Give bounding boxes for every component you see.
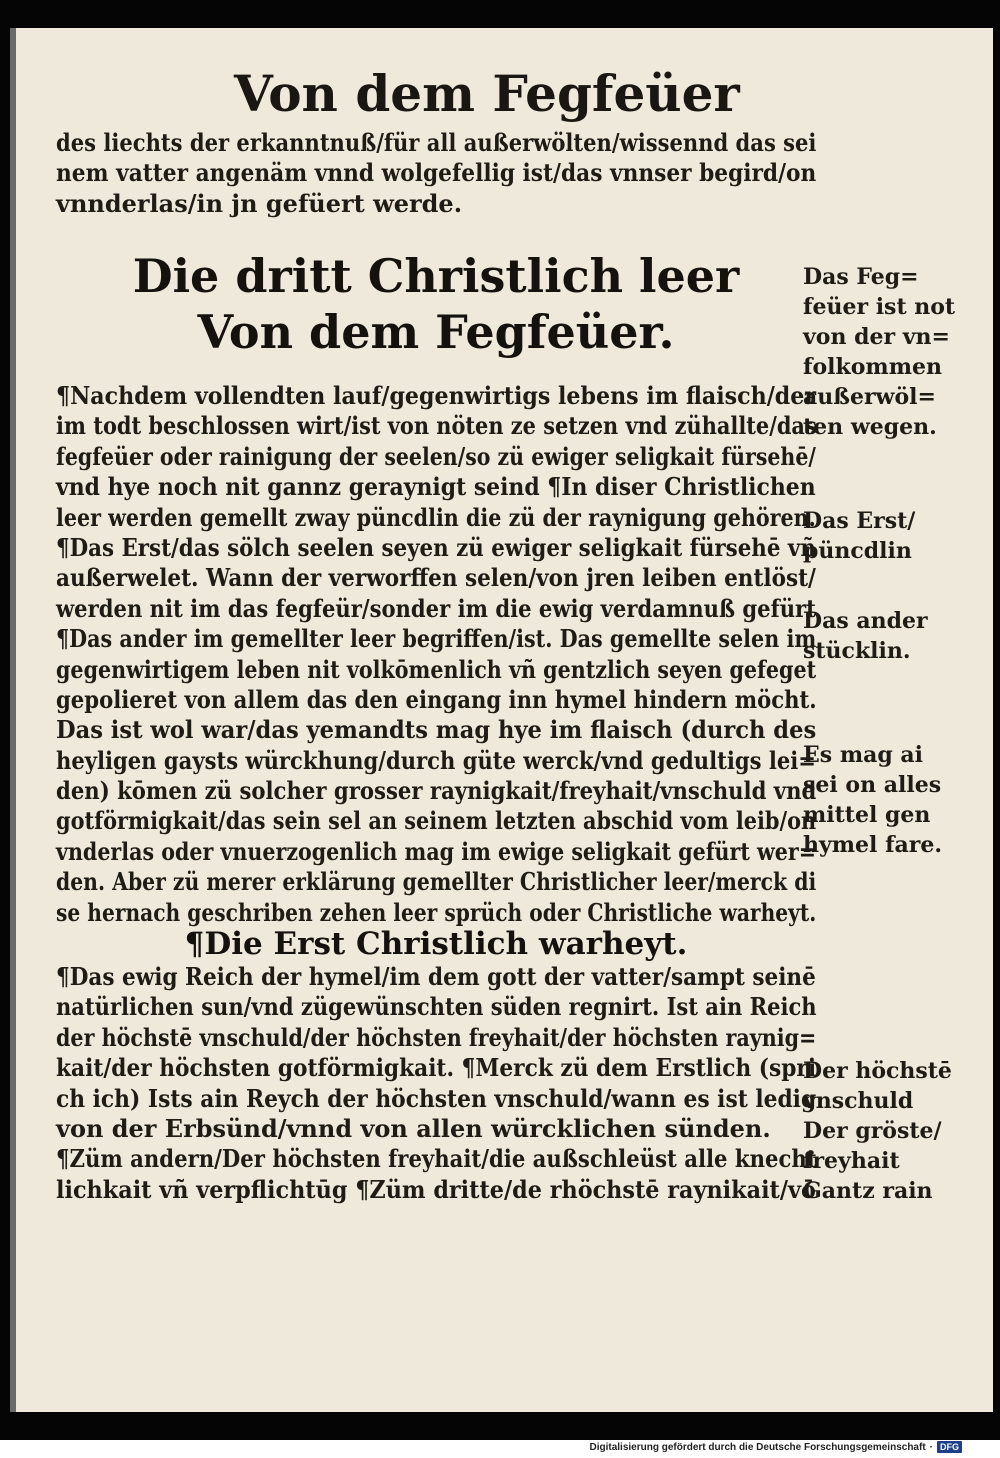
- margin-note-line: von der vn=: [803, 324, 950, 350]
- chapter-title-line: Die dritt Christlich leer: [132, 249, 740, 303]
- margin-note-line: Der höchstē: [803, 1058, 952, 1084]
- margin-note-line: Das ander: [803, 608, 928, 634]
- footer-separator: ·: [929, 1441, 933, 1453]
- text-line: vnnderlas/in jn gefüert werde.: [56, 188, 463, 218]
- margin-note-line: Gantz rain: [803, 1178, 933, 1204]
- margin-note: [803, 606, 978, 666]
- chapter-title: [56, 248, 816, 360]
- margin-note-line: Der gröste/: [803, 1118, 942, 1144]
- margin-note-line: feüer ist not: [803, 294, 956, 320]
- footer-text: Digitalisierung gefördert durch die Deutsche Forschungsgemeinschaft: [589, 1441, 926, 1453]
- book-page: [10, 28, 993, 1412]
- text-line: werden nit im das fegfeür/sonder im die ewig verdamnuß gefürt: [56, 593, 816, 623]
- margin-note-line: freyhait: [803, 1148, 900, 1174]
- text-line: ¶Züm andern/Der höchsten freyhait/die außschleüst alle knecht: [56, 1144, 817, 1174]
- text-line: lichkait vñ verpflichtūg ¶Züm dritte/de rhöchstē raynikait/vō: [56, 1174, 816, 1204]
- margin-note-line: folkommen: [803, 354, 942, 380]
- sub-heading: ¶Die Erst Christlich warheyt.: [184, 926, 688, 962]
- text-line: den) kōmen zü solcher grosser raynigkait/freyhait/vnschuld vnd: [56, 776, 817, 806]
- text-line: gotförmigkait/das sein sel an seinem letzten abschid vom leib/on: [56, 806, 817, 836]
- margin-note-line: püncdlin: [803, 538, 912, 564]
- main-text-continued: [56, 962, 816, 1205]
- intro-text: [56, 128, 816, 219]
- footer-credit: [589, 1441, 962, 1453]
- margin-note: [803, 740, 978, 860]
- text-line: gepolieret von allem das den eingang inn hymel hindern möcht.: [56, 684, 817, 714]
- text-line: natürlichen sun/vnd zügewünschten süden regnirt. Ist ain Reich: [56, 992, 817, 1022]
- text-line: im todt beschlossen wirt/ist von nöten ze setzen vnd zühallte/das: [56, 411, 817, 441]
- text-line: gegenwirtigem leben nit volkōmenlich vñ gentzlich seyen gefeget: [56, 654, 817, 684]
- text-line: den. Aber zü merer erklärung gemellter Christlicher leer/merck di: [56, 867, 817, 897]
- text-line: ¶Das ander im gemellter leer begriffen/ist. Das gemellte selen im: [56, 624, 817, 654]
- margin-note-line: mittel gen: [803, 802, 931, 828]
- chapter-title-line: Von dem Fegfeüer.: [197, 305, 675, 359]
- text-line: ch ich) Ists ain Reych der höchsten vnschuld/wann es ist ledig: [56, 1083, 817, 1113]
- text-line: vnderlas oder vnuerzogenlich mag im ewige seligkait gefürt wer=: [56, 836, 816, 866]
- margin-note-line: Das Erst/: [803, 508, 916, 534]
- margin-note-line: vnschuld: [803, 1088, 914, 1114]
- text-line: der höchstē vnschuld/der höchsten freyhait/der höchsten raynig=: [56, 1022, 817, 1052]
- text-line: heyligen gaysts würckhung/durch güte werck/vnd gedultigs lei=: [56, 745, 816, 775]
- margin-note: [803, 1056, 978, 1206]
- margin-note-line: außerwöl=: [803, 384, 936, 410]
- text-line: ¶Das Erst/das sölch seelen seyen zü ewiger seligkait fürsehē vñ: [56, 532, 816, 562]
- text-line: des liechts der erkanntnuß/für all außerwölten/wissennd das sei: [56, 128, 817, 157]
- main-text: [56, 381, 816, 928]
- margin-note: [803, 262, 978, 442]
- text-line: se hernach geschriben zehen leer sprüch oder Christliche warheyt.: [56, 897, 817, 927]
- margin-note: [803, 506, 978, 566]
- dfg-logo-icon: DFG: [937, 1441, 962, 1453]
- margin-note-line: stücklin.: [803, 638, 911, 664]
- text-line: leer werden gemellt zway püncdlin die zü der raynigung gehören.: [56, 502, 816, 532]
- text-line: nem vatter angenäm vnnd wolgefellig ist/das vnnser begird/on: [56, 158, 817, 188]
- margin-note-line: hymel fare.: [803, 832, 943, 858]
- margin-note-line: sei on alles: [803, 772, 942, 798]
- text-line: Das ist wol war/das yemandts mag hye im flaisch (durch des: [56, 715, 817, 745]
- text-line: kait/der höchsten gotförmigkait. ¶Merck zü dem Erstlich (spri: [56, 1053, 817, 1083]
- text-line: von der Erbsünd/vnnd von allen würcklichen sünden.: [56, 1113, 771, 1143]
- text-line: fegfeüer oder rainigung der seelen/so zü ewiger seligkait fürsehē/: [56, 441, 816, 471]
- margin-note-line: Das Feg=: [803, 264, 919, 290]
- text-line: außerwelet. Wann der verworffen selen/von jren leiben entlöst/: [56, 563, 816, 593]
- text-line: ¶Das ewig Reich der hymel/im dem gott der vatter/sampt seinē: [56, 962, 816, 991]
- running-head: Von dem Fegfeüer: [234, 64, 740, 123]
- margin-note-line: Es mag ai: [803, 742, 924, 768]
- margin-note-line: ten wegen.: [803, 414, 937, 440]
- text-line: ¶Nachdem vollendten lauf/gegenwirtigs lebens im flaisch/der: [56, 381, 816, 410]
- text-line: vnd hye noch nit gannz geraynigt seind ¶In diser Christlichen: [56, 472, 816, 502]
